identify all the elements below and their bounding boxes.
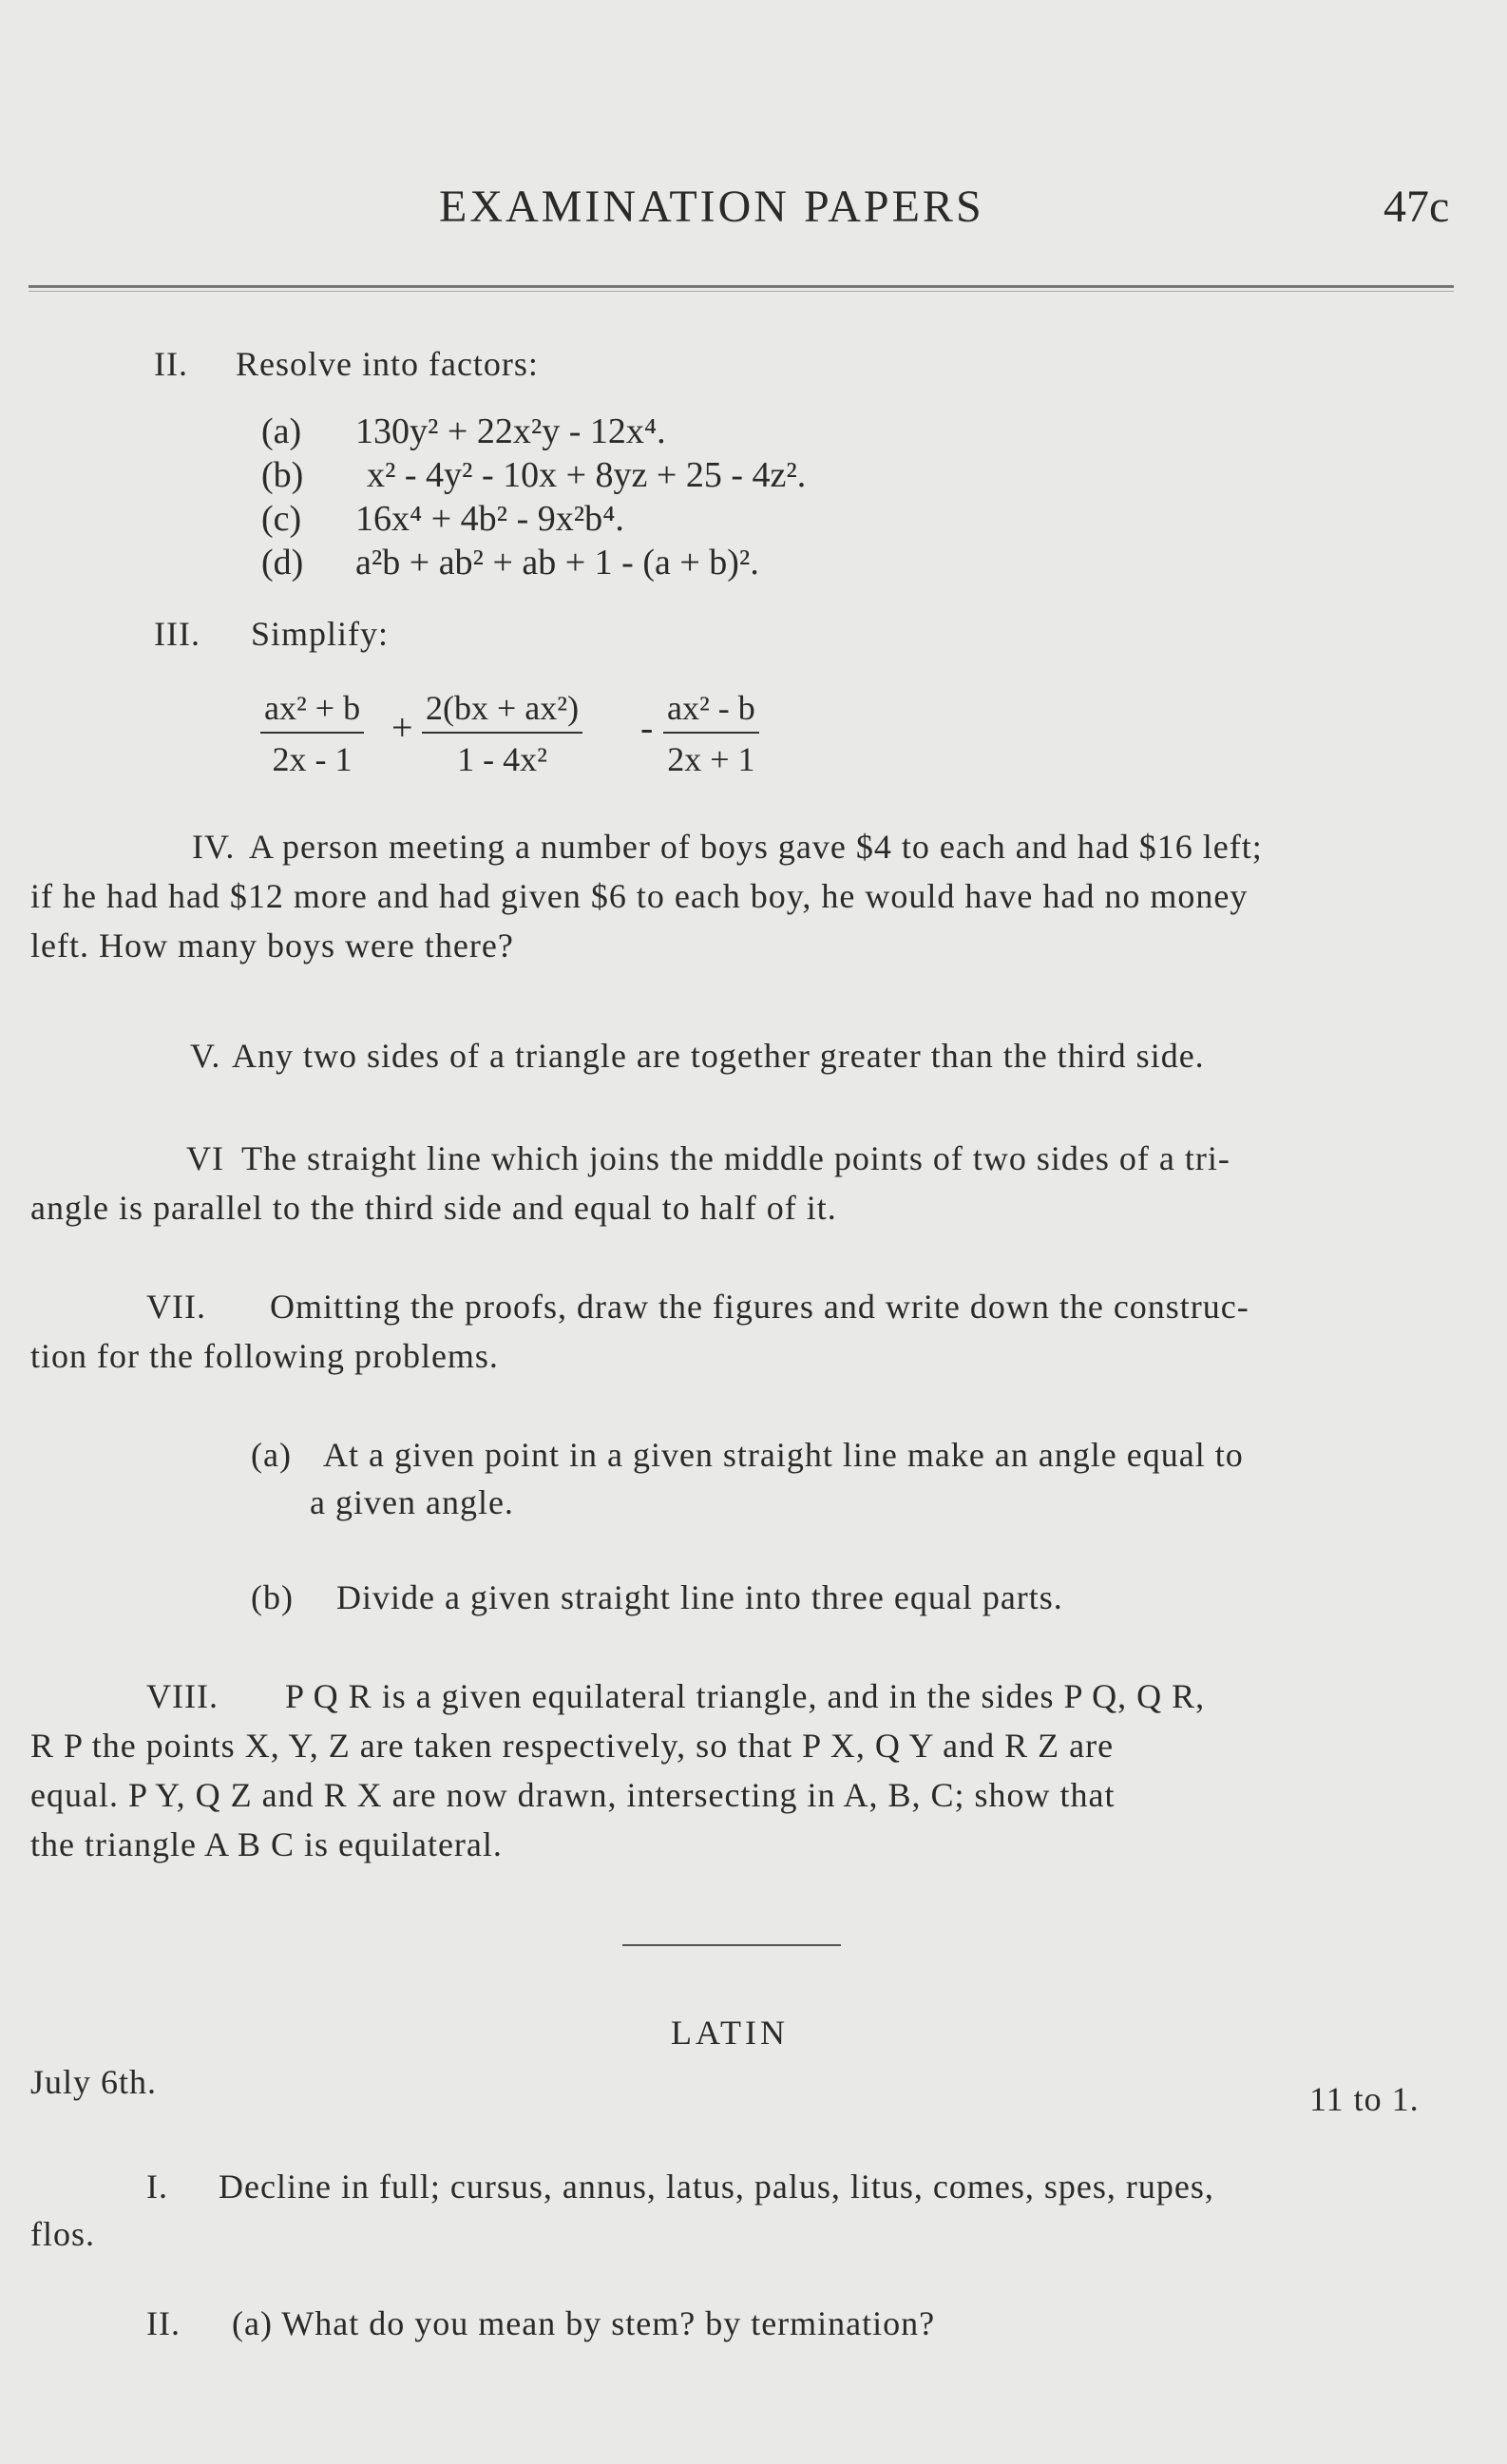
q7-b-text: Divide a given straight line into three equal parts. [336,1578,1063,1616]
q6-label: VI [186,1139,224,1177]
latin-heading: LATIN [671,2014,789,2052]
q7-b-label: (b) [251,1578,294,1616]
q6-line-2: angle is parallel to the third side and equal to half of it. [30,1189,837,1227]
q7-a-line-2: a given angle. [310,1483,514,1521]
latin-q2-label: II. [146,2304,181,2342]
q2-label: II. [154,345,188,383]
q8-line-1: P Q R is a given equilateral triangle, and in the sides P Q, Q R, [285,1677,1206,1715]
section-divider [622,1944,841,1946]
header-rule-thin [29,291,1454,292]
q3-fraction-1-numerator: ax² + b [260,688,364,734]
q5-label: V. [190,1037,221,1075]
q2-item-d-expr: a²b + ab² + ab + 1 - (a + b)². [355,543,759,583]
latin-q1-label: I. [146,2168,168,2206]
latin-q2-text: (a) What do you mean by stem? by termination? [232,2304,936,2342]
q2-text: Resolve into factors: [236,345,539,383]
q8-line-3: equal. P Y, Q Z and R X are now drawn, intersecting in A, B, C; show that [30,1776,1116,1814]
q3-plus-operator: + [391,706,413,749]
header-rule [29,285,1454,288]
q4-label: IV. [192,828,236,866]
q2-item-b-label: (b) [261,455,304,495]
q6-line-1: The straight line which joins the middle points of two sides of a tri- [241,1139,1230,1177]
q5-text: Any two sides of a triangle are together greater than the third side. [232,1037,1205,1075]
q7-a-label: (a) [251,1436,292,1474]
q3-minus-operator: - [640,706,654,749]
latin-q1-line-2: flos. [30,2215,95,2253]
q3-fraction-3-numerator: ax² - b [663,688,759,734]
q3-text: Simplify: [251,615,390,653]
latin-q1-line-1: Decline in full; cursus, annus, latus, palus, litus, comes, spes, rupes, [219,2168,1214,2206]
running-header-title: EXAMINATION PAPERS [439,181,984,232]
q3-fraction-3 [663,688,759,779]
q3-label: III. [154,615,200,653]
q2-item-d-label: (d) [261,543,304,583]
q8-line-2: R P the points X, Y, Z are taken respectively, so that P X, Q Y and R Z are [30,1727,1115,1765]
q8-line-4: the triangle A B C is equilateral. [30,1825,503,1863]
q2-item-c-label: (c) [261,499,302,539]
q7-label: VII. [146,1288,206,1326]
latin-time: 11 to 1. [1309,2080,1420,2118]
q7-a-line-1: At a given point in a given straight line make an angle equal to [323,1436,1244,1474]
q2-item-c-expr: 16x⁴ + 4b² - 9x²b⁴. [355,499,624,539]
latin-date: July 6th. [30,2063,158,2101]
page-number: 47c [1383,181,1450,232]
q4-line-2: if he had had $12 more and had given $6 to each boy, he would have had no money [30,877,1249,915]
q4-line-3: left. How many boys were there? [30,926,514,965]
q2-item-a-expr: 130y² + 22x²y - 12x⁴. [355,411,666,451]
q4-line-1: A person meeting a number of boys gave $4 to each and had $16 left; [249,828,1263,866]
q7-line-1: Omitting the proofs, draw the figures and write down the construc- [270,1288,1249,1326]
q3-fraction-2 [422,688,582,779]
q3-fraction-2-denominator: 1 - 4x² [457,740,547,778]
q2-item-a-label: (a) [261,411,302,451]
q3-fraction-1-denominator: 2x - 1 [272,740,353,778]
q3-fraction-3-denominator: 2x + 1 [667,740,755,778]
q8-label: VIII. [146,1677,219,1715]
q7-line-2: tion for the following problems. [30,1337,499,1375]
q3-fraction-1 [260,688,364,779]
q3-fraction-2-numerator: 2(bx + ax²) [422,688,582,734]
q2-item-b-expr: x² - 4y² - 10x + 8yz + 25 - 4z². [367,455,807,495]
